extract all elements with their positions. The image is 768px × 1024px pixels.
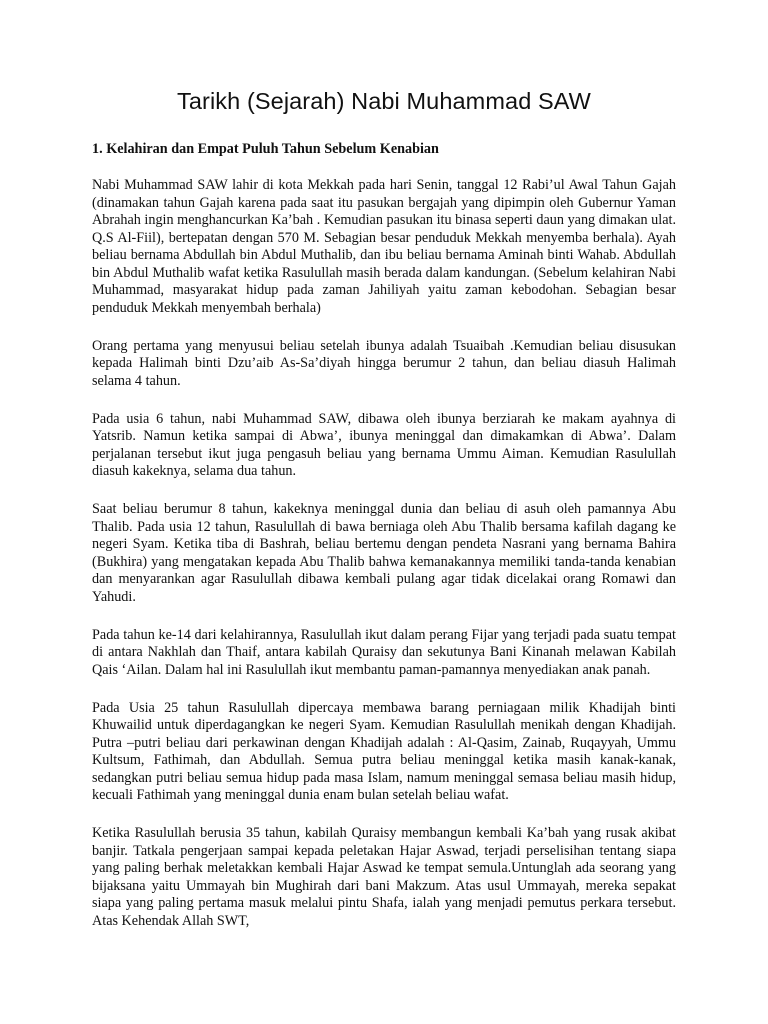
paragraph-marriage: Pada Usia 25 tahun Rasulullah dipercaya membawa barang perniagaan milik Khadijah binti Khuwailid untuk diperdagangkan ke negeri Syam. Kemudian Rasulullah menikah dengan Khadijah. Putra –putri beliau dari perkawinan dengan Khadijah adalah : Al-Qasim, Zainab, Ruqayyah, Ummu Kultsum, Fathimah, dan Abdullah. Semua putra beliau meninggal ketika masih kanak-kanak, sedangkan putri beliau semua hidup pada masa Islam, namum meninggal semasa beliau masih hidup, kecuali Fathimah yang meninggal dunia enam bulan setelah beliau wafat. bbox=[92, 699, 676, 803]
paragraph-birth: Nabi Muhammad SAW lahir di kota Mekkah pada hari Senin, tanggal 12 Rabi’ul Awal Tahun Gajah (dinamakan tahun Gajah karena pada saat itu pasukan bergajah yang dipimpin oleh Gubernur Yaman Abrahah ingin menghancurkan Ka’bah . Kemudian pasukan itu binasa seperti daun yang dimakan ulat. Q.S Al-Fiil), bertepatan dengan 570 M. Sebagian besar penduduk Mekkah menyemba berhala). Ayah beliau bernama Abdullah bin Abdul Muthalib, dan ibu beliau bernama Aminah binti Wahab. Abdullah bin Abdul Muthalib wafat ketika Rasulullah masih berada dalam kandungan. (Sebelum kelahiran Nabi Muhammad, masyarakat hidup pada zaman Jahiliyah yaitu zaman kebodohan. Sebagian besar penduduk Mekkah menyembah berhala) bbox=[92, 177, 676, 316]
document-body bbox=[92, 177, 676, 951]
page-title: Tarikh (Sejarah) Nabi Muhammad SAW bbox=[177, 88, 591, 114]
section-heading: 1. Kelahiran dan Empat Puluh Tahun Sebelum Kenabian bbox=[92, 141, 439, 157]
paragraph-age-eight: Saat beliau berumur 8 tahun, kakeknya meninggal dunia dan beliau di asuh oleh pamannya Abu Thalib. Pada usia 12 tahun, Rasulullah di bawa berniaga oleh Abu Thalib bersama kafilah dagang ke negeri Syam. Ketika tiba di Bashrah, beliau bertemu dengan pendeta Nasrani yang bernama Bahira (Bukhira) yang mengatakan kepada Abu Thalib bahwa kemanakannya memiliki tanda-tanda kenabian dan menyarankan agar Rasulullah dibawa kembali pulang agar tidak dicelakai orang Romawi dan Yahudi. bbox=[92, 501, 676, 605]
paragraph-fijar-war: Pada tahun ke-14 dari kelahirannya, Rasulullah ikut dalam perang Fijar yang terjadi pada suatu tempat di antara Nakhlah dan Thaif, antara kabilah Quraisy dan sekutunya Bani Kinanah melawan Kabilah Qais ‘Ailan. Dalam hal ini Rasulullah ikut membantu paman-pamannya menyediakan anak panah. bbox=[92, 626, 676, 678]
paragraph-age-six: Pada usia 6 tahun, nabi Muhammad SAW, dibawa oleh ibunya berziarah ke makam ayahnya di Yatsrib. Namun ketika sampai di Abwa’, ibunya meninggal dan dimakamkan di Abwa’. Dalam perjalanan tersebut ikut juga pengasuh beliau yang bernama Ummu Aiman. Kemudian Rasulullah diasuh kakeknya, selama dua tahun. bbox=[92, 410, 676, 479]
paragraph-nursing: Orang pertama yang menyusui beliau setelah ibunya adalah Tsuaibah .Kemudian beliau disusukan kepada Halimah binti Dzu’aib As-Sa’diyah hingga berumur 2 tahun, dan beliau diasuh Halimah selama 4 tahun. bbox=[92, 337, 676, 389]
paragraph-kaaba: Ketika Rasulullah berusia 35 tahun, kabilah Quraisy membangun kembali Ka’bah yang rusak akibat banjir. Tatkala pengerjaan sampai kepada peletakan Hajar Aswad, terjadi perselisihan tentang siapa yang paling berhak meletakkan kembali Hajar Aswad ke tempat semula.Untunglah ada seorang yang bijaksana yaitu Ummayah bin Mughirah dari bani Makzum. Atas usul Ummayah, mereka sepakat siapa yang paling pertama masuk melalui pintu Shafa, ialah yang menjadi pemutus perkara tersebut. Atas Kehendak Allah SWT, bbox=[92, 825, 676, 929]
document-page bbox=[92, 0, 676, 1024]
